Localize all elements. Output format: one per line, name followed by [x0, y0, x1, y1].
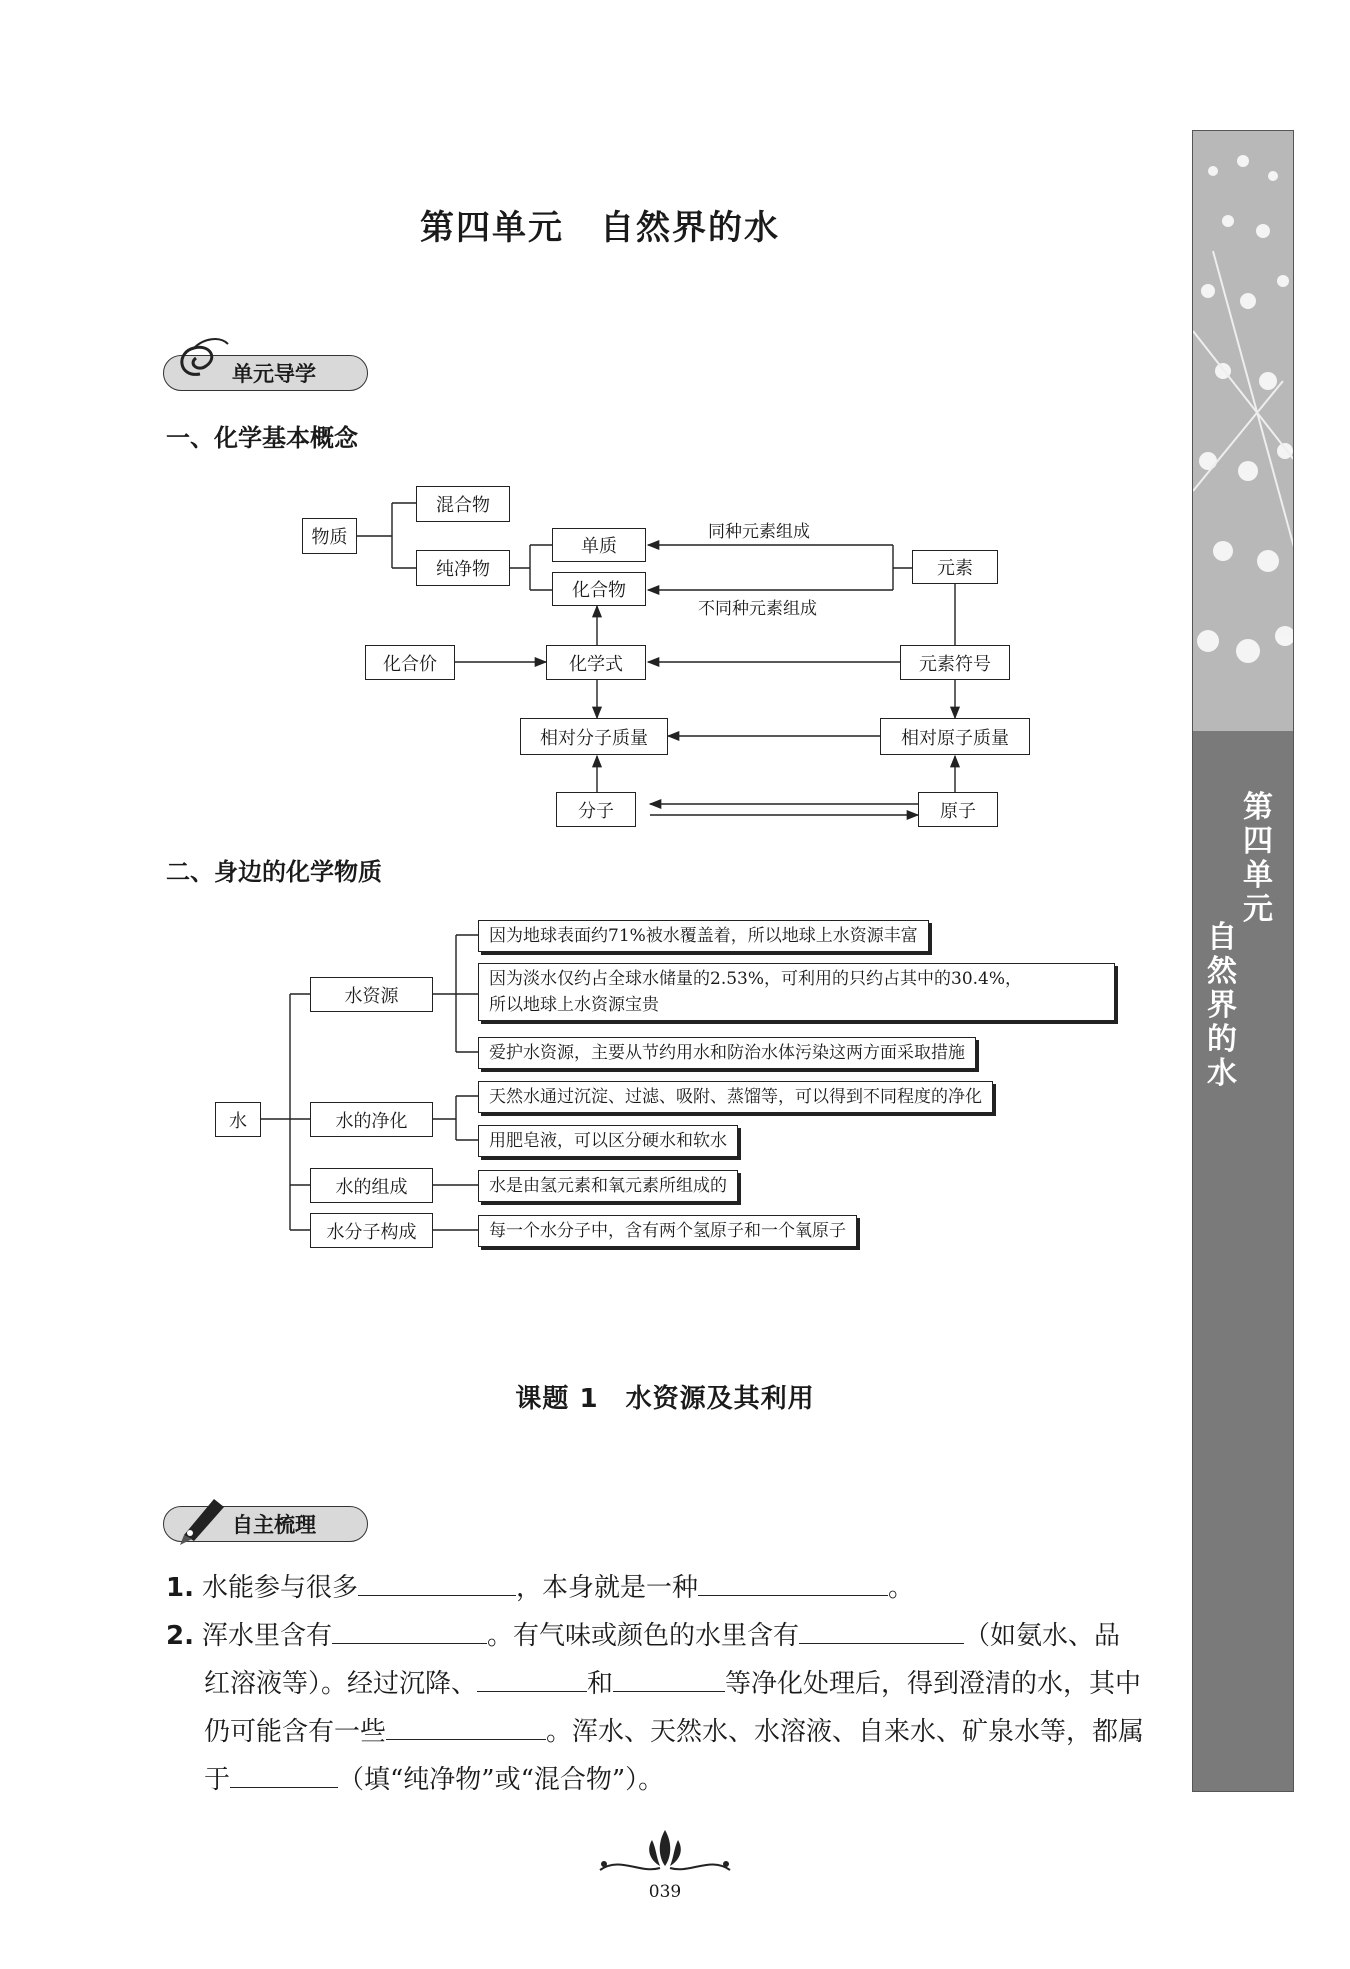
node-wuzhi: 物质: [302, 518, 357, 554]
node-chunjingwu: 纯净物: [416, 550, 510, 586]
q1-text-c: 。: [888, 1573, 915, 1603]
answer-blank[interactable]: [799, 1613, 964, 1644]
q2-text-j: （填“纯净物”或“混合物”）。: [338, 1765, 665, 1795]
node-branch-water-composition: 水的组成: [310, 1168, 433, 1203]
node-huahewu: 化合物: [552, 572, 646, 606]
node-danzhi: 单质: [552, 528, 646, 562]
q2-text-b: 。有气味或颜色的水里含有: [486, 1621, 799, 1651]
node-huaxueshi: 化学式: [546, 645, 646, 680]
heading-basic-concepts: 一、化学基本概念: [166, 424, 358, 452]
q2-line-4: [204, 1756, 1166, 1804]
node-yuansu: 元素: [912, 550, 998, 584]
q2-text-d: 红溶液等）。经过沉降、: [204, 1669, 478, 1699]
label-diff-element: 不同种元素组成: [698, 599, 817, 619]
q1-text-a: 水能参与很多: [201, 1573, 358, 1603]
q1-text-b: ，本身就是一种: [515, 1573, 698, 1603]
answer-blank[interactable]: [230, 1757, 338, 1788]
chapter-sidebar: [1192, 130, 1294, 1792]
badge-label: 单元导学: [232, 362, 316, 386]
q2-line-1: [166, 1612, 1166, 1660]
q2-line-2: [204, 1660, 1166, 1708]
node-huahejia: 化合价: [365, 645, 455, 680]
badge-label: 自主梳理: [232, 1513, 316, 1537]
leaf-composition: 水是由氢元素和氧元素所组成的: [478, 1170, 738, 1202]
q2-text-f: 等净化处理后，得到澄清的水，其中: [725, 1669, 1142, 1699]
sidebar-label-unit: 第四单元: [1243, 790, 1273, 927]
leaf-purify: 天然水通过沉淀、过滤、吸附、蒸馏等，可以得到不同程度的净化: [478, 1081, 993, 1113]
q2-line-3: [204, 1708, 1166, 1756]
question-1: [166, 1564, 1166, 1612]
unit-title: 第四单元 自然界的水: [420, 208, 780, 248]
leaf-precious: [478, 963, 1115, 1021]
leaf-soap: 用肥皂液，可以区分硬水和软水: [478, 1125, 738, 1157]
node-yuansufuhao: 元素符号: [900, 645, 1010, 680]
heading-chemical-substances: 二、身边的化学物质: [166, 858, 382, 886]
answer-blank[interactable]: [613, 1661, 725, 1692]
leaf-abundant: 因为地球表面约71%被水覆盖着，所以地球上水资源丰富: [478, 920, 929, 952]
label-same-element: 同种元素组成: [708, 522, 810, 542]
q2-text-c: （如氨水、品: [964, 1621, 1121, 1651]
node-fenzizhiliang: 相对分子质量: [520, 718, 668, 755]
leaf-precious-line1: 因为淡水仅约占全球水储量的2.53%，可利用的只约占其中的30.4%，: [489, 969, 1023, 989]
pen-icon: [170, 1485, 230, 1545]
answer-blank[interactable]: [698, 1565, 888, 1596]
node-branch-water-molecule: 水分子构成: [310, 1213, 433, 1248]
q2-text-h: 。浑水、天然水、水溶液、自来水、矿泉水等，都属: [546, 1717, 1145, 1747]
node-hunhewu: 混合物: [416, 486, 510, 522]
q2-text-e: 和: [587, 1669, 614, 1699]
leaf-molecule: 每一个水分子中，含有两个氢原子和一个氧原子: [478, 1215, 857, 1247]
node-branch-water-resource: 水资源: [310, 977, 433, 1012]
sidebar-pattern: [1193, 131, 1293, 731]
page-number: 039: [648, 1882, 682, 1902]
node-yuanzi: 原子: [918, 792, 998, 827]
q2-text-a: 浑水里含有: [201, 1621, 332, 1651]
halftone-pattern: [1193, 131, 1294, 731]
q2-text-g: 仍可能含有一些: [204, 1717, 387, 1747]
sidebar-label-title: 自然界的水: [1207, 920, 1237, 1091]
node-water: 水: [215, 1102, 261, 1137]
leaf-precious-line2: 所以地球上水资源宝贵: [489, 995, 659, 1015]
answer-blank[interactable]: [358, 1565, 516, 1596]
q2-text-i: 于: [204, 1765, 231, 1795]
lesson-title: 课题 1 水资源及其利用: [515, 1384, 815, 1414]
node-fenzi: 分子: [556, 792, 636, 827]
footer-ornament-icon: [590, 1826, 740, 1882]
node-branch-water-purification: 水的净化: [310, 1102, 433, 1137]
leaf-protect: 爱护水资源，主要从节约用水和防治水体污染这两方面采取措施: [478, 1037, 976, 1069]
answer-blank[interactable]: [386, 1709, 546, 1740]
question-number: 1.: [166, 1573, 194, 1603]
section-badge-self-review: [163, 1506, 368, 1542]
node-yuanzizhiliang: 相对原子质量: [880, 718, 1030, 755]
question-number: 2.: [166, 1621, 194, 1651]
answer-blank[interactable]: [332, 1613, 487, 1644]
question-2: [166, 1612, 1166, 1804]
answer-blank[interactable]: [477, 1661, 587, 1692]
